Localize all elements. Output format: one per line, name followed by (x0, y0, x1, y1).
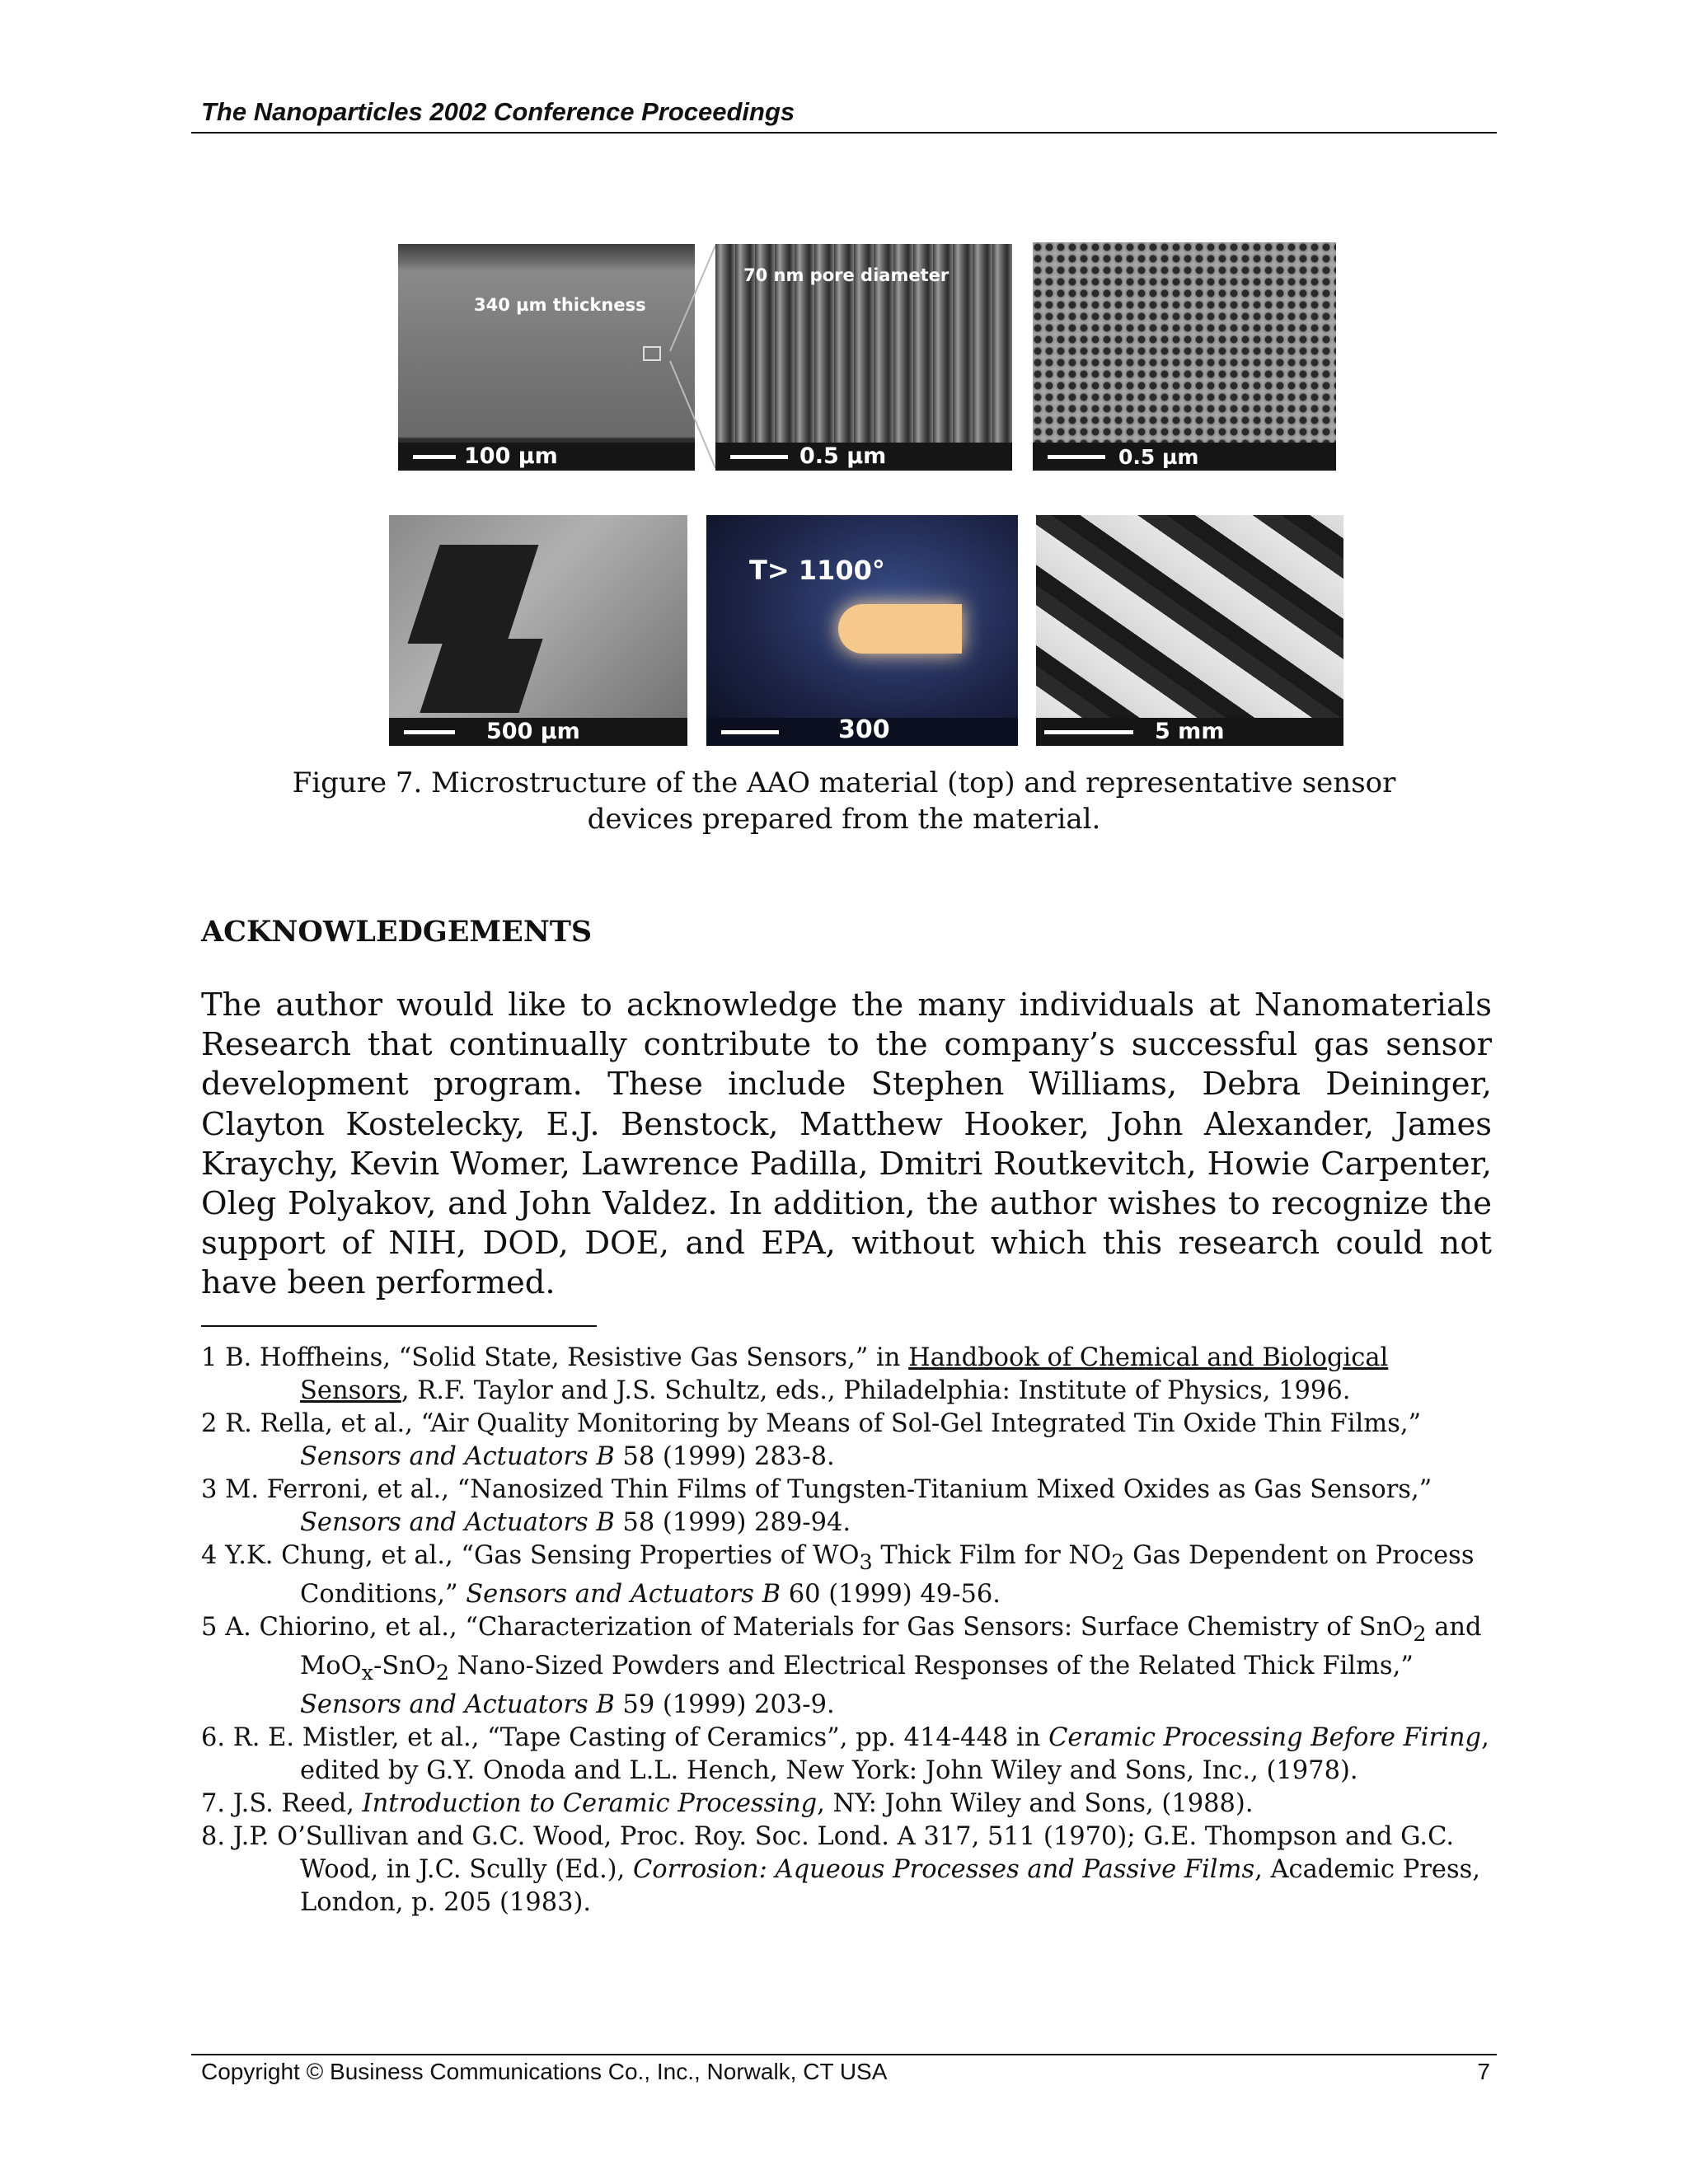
footer-rule (191, 2054, 1497, 2055)
zoom-connector-lines (643, 244, 717, 471)
header-rule (191, 132, 1497, 134)
section-heading: ACKNOWLEDGEMENTS (201, 915, 593, 949)
scale-label: 5 mm (1155, 719, 1225, 744)
footnote-8: 8. J.P. O’Sullivan and G.C. Wood, Proc. Roy. Soc. Lond. A 317, 511 (1970); G.E. Thompson and G.C. Wood, in J.C. Scully (Ed.), Corrosion: Aqueous Processes and Passive Films, Academic Press, London, p. 205 (1983). (201, 1822, 1480, 1918)
scale-label: 500 µm (486, 719, 580, 744)
page-number: 7 (1477, 2059, 1490, 2084)
footnote-1: 1 B. Hoffheins, “Solid State, Resistive Gas Sensors,” in Handbook of Chemical and Biological Sensors, R.F. Taylor and J.S. Schultz, eds., Philadelphia: Institute of Physics, 1996. (201, 1343, 1389, 1405)
hot-element (838, 604, 962, 654)
caption-line: devices prepared from the material. (587, 803, 1101, 836)
footnote-5: 5 A. Chiorino, et al., “Characterization of Materials for Gas Sensors: Surface Chemistry of SnO$_2$ and MoO$_x$-SnO$_2$ Nano-Sized Powders and Electrical Responses of the Related Thick Films,” Sensors and Actuators B 59 (1999) 203-9. (201, 1613, 1482, 1720)
book-title-link: Handbook of Chemical and Biological Sensors (300, 1343, 1389, 1405)
sensor-element (408, 545, 539, 644)
footnote-2: 2 R. Rella, et al., “Air Quality Monitoring by Means of Sol-Gel Integrated Tin Oxide Thin Films,” Sensors and Actuators B 58 (1999) 283-8. (201, 1409, 1422, 1471)
photo-sensor-heater (389, 515, 687, 746)
photo-sensor-hot (706, 515, 1018, 746)
acknowledgements-paragraph: The author would like to acknowledge the many individuals at Nanomaterials Research that continually contribute to the company’s successful gas sensor development program. These include Stephen Williams, Debra Deininger, Clayton Kostelecky, E.J. Benstock, Matthew Hooker, John Alexander, James Kraychy, Kevin Womer, Lawrence Padilla, Dmitri Routkevitch, Howie Carpenter, Oleg Polyakov, and John Valdez. In addition, the author wishes to recognize the support of NIH, DOD, DOE, and EPA, without which this research could not have been performed. (201, 987, 1492, 1302)
copyright-notice: Copyright © Business Communications Co., Inc., Norwalk, CT USA (201, 2059, 888, 2084)
micrograph-pore-channels (715, 244, 1012, 471)
scale-bar (389, 718, 687, 746)
caption-line: Figure 7. Microstructure of the AAO material (top) and representative sensor (292, 766, 1396, 799)
scale-label: 100 µm (464, 443, 558, 469)
pore-diameter-label: 70 nm pore diameter (743, 265, 950, 285)
scale-label: 0.5 µm (1118, 445, 1199, 469)
temperature-label: T> 1100° (749, 555, 885, 586)
footnote-rule (201, 1325, 597, 1327)
photo-sensor-array (1036, 515, 1343, 746)
scale-bar (715, 443, 1012, 471)
footnote-4: 4 Y.K. Chung, et al., “Gas Sensing Properties of $WO_3$ Thick Film for $NO_2$ Gas Dependent on Process Conditions,” Sensors and Actuators B 60 (1999) 49-56. (201, 1541, 1475, 1610)
sensor-element (420, 639, 542, 713)
footnote-3: 3 M. Ferroni, et al., “Nanosized Thin Films of Tungsten-Titanium Mixed Oxides as Gas Sensors,” Sensors and Actuators B 58 (1999) 289-94. (201, 1475, 1432, 1537)
scale-label: 300 (838, 715, 890, 744)
running-header: The Nanoparticles 2002 Conference Proceedings (201, 97, 795, 126)
micrograph-pore-surface (1033, 242, 1336, 471)
scale-bar (1033, 443, 1336, 471)
scale-bar (1036, 718, 1343, 746)
footnote-7: 7. J.S. Reed, Introduction to Ceramic Processing, NY: John Wiley and Sons, (1988). (201, 1789, 1254, 1819)
scale-label: 0.5 µm (799, 443, 887, 469)
scale-bar (706, 715, 1018, 746)
footnote-6: 6. R. E. Mistler, et al., “Tape Casting of Ceramics”, pp. 414-448 in Ceramic Processing Before Firing, edited by G.Y. Onoda and L.L. Hench, New York: John Wiley and Sons, Inc., (1978). (201, 1723, 1489, 1786)
thickness-label: 340 µm thickness (474, 295, 646, 315)
figure-caption (191, 765, 1497, 837)
footnotes (201, 1342, 1497, 1919)
